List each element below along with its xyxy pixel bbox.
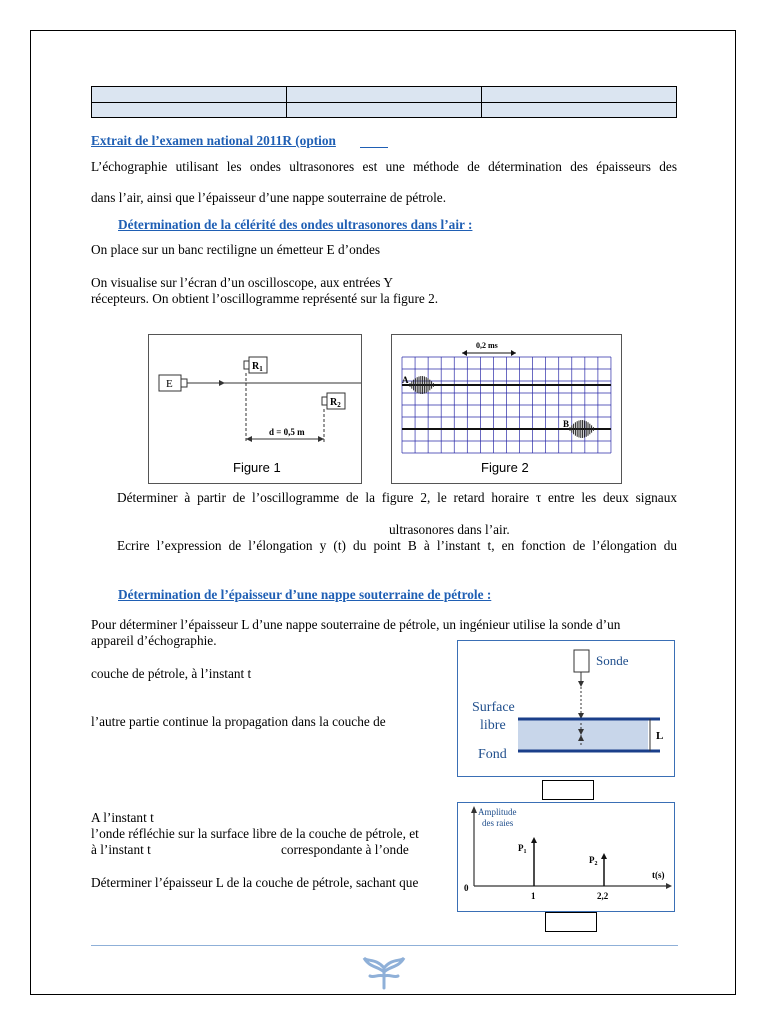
section2-p1b: appareil d’échographie. [91, 633, 217, 648]
distance-label: d = 0,5 m [269, 427, 305, 437]
header-cell [92, 87, 287, 103]
intro-line-2: dans l’air, ainsi que l’épaisseur d’une nappe souterraine de pétrole. [91, 190, 447, 205]
p1-label: P [518, 843, 524, 853]
fond-label: Fond [478, 747, 507, 762]
tick-1-label: 1 [531, 891, 536, 901]
intro-line-1: L’échographie utilisant les ondes ultrasonores est une méthode de détermination des épaisseurs des [91, 159, 677, 174]
peak-p2-arrow [601, 853, 607, 859]
header-cell [287, 102, 482, 118]
question-1: Déterminer à partir de l’oscillogramme de la figure 2, le retard horaire τ entre les deux signaux [117, 490, 677, 505]
figure-3-label-box [542, 780, 594, 800]
r2-label: R [330, 397, 338, 408]
figure-2 [391, 334, 622, 484]
section2-p3: l’autre partie continue la propagation dans la couche de [91, 714, 386, 729]
oil-layer-diagram [458, 641, 674, 776]
svg-text:P2 [589, 855, 598, 867]
figure-3 [457, 640, 675, 777]
header-cell [482, 87, 677, 103]
footer-ornament-icon [362, 954, 406, 990]
section1-p2b: récepteurs. On obtient l’oscillogramme représenté sur la figure 2. [91, 291, 439, 306]
r1-label: R [252, 361, 260, 372]
signal-b-label: B [563, 419, 570, 429]
y-axis-label-1: Amplitude [478, 807, 517, 817]
length-label: L [656, 730, 664, 742]
surface-label-1: Surface [472, 700, 515, 715]
oscillogram-grid [402, 357, 611, 453]
signal-a-label: A [402, 375, 409, 385]
figure-1-caption: Figure 1 [233, 460, 281, 475]
sonde-label: Sonde [596, 653, 629, 668]
title-underline-extension [360, 147, 388, 148]
surface-label-2: libre [480, 718, 506, 733]
section2-p4d: correspondante à l’onde [281, 842, 409, 857]
footer-rule [91, 945, 678, 946]
r2-subscript: 2 [337, 401, 341, 409]
p2-subscript: 2 [594, 861, 598, 867]
section2-p2: couche de pétrole, à l’instant t [91, 666, 252, 681]
tick-2-label: 2,2 [597, 891, 609, 901]
section1-p2a: On visualise sur l’écran d’un oscilloscope, aux entrées Y [91, 275, 393, 290]
time-scale-label: 0,2 ms [476, 341, 498, 350]
question-2: Ecrire l’expression de l’élongation y (t) du point B à l’instant t, en fonction de l’élongation du [117, 538, 677, 553]
exam-title: Extrait de l’examen national 2011R (option [91, 133, 336, 148]
header-cell [287, 87, 482, 103]
p2-label: P [589, 855, 595, 865]
x-axis-label: t(s) [652, 870, 665, 880]
svg-text:P1 [518, 843, 527, 855]
amplitude-chart [458, 803, 674, 911]
section2-heading: Détermination de l’épaisseur d’une nappe souterraine de pétrole : [118, 587, 492, 602]
section2-p4b: l’onde réfléchie sur la surface libre de la couche de pétrole, et [91, 826, 419, 841]
section2-p5: Déterminer l’épaisseur L de la couche de pétrole, sachant que [91, 875, 419, 890]
emitter-label: E [166, 378, 173, 390]
section2-p4a: A l’instant t [91, 810, 154, 825]
section1-p1: On place sur un banc rectiligne un émetteur E d’ondes [91, 242, 381, 257]
origin-label: 0 [464, 883, 469, 893]
figure-2-caption: Figure 2 [481, 460, 529, 475]
figure-1 [148, 334, 362, 484]
section2-p4c: à l’instant t [91, 842, 151, 857]
header-cell [482, 102, 677, 118]
section2-p1: Pour déterminer l’épaisseur L d’une nappe souterraine de pétrole, un ingénieur utilise la sonde d’un [91, 617, 621, 632]
section1-heading: Détermination de la célérité des ondes ultrasonores dans l’air : [118, 217, 473, 232]
header-cell [92, 102, 287, 118]
p1-subscript: 1 [523, 849, 527, 855]
question-1-continued: ultrasonores dans l’air. [389, 522, 510, 537]
peak-p1-arrow [531, 837, 537, 843]
figure-4 [457, 802, 675, 912]
r1-subscript: 1 [259, 365, 263, 373]
figure-4-label-box [545, 912, 597, 932]
y-axis-label-2: des raies [482, 818, 514, 828]
header-table [91, 86, 677, 118]
